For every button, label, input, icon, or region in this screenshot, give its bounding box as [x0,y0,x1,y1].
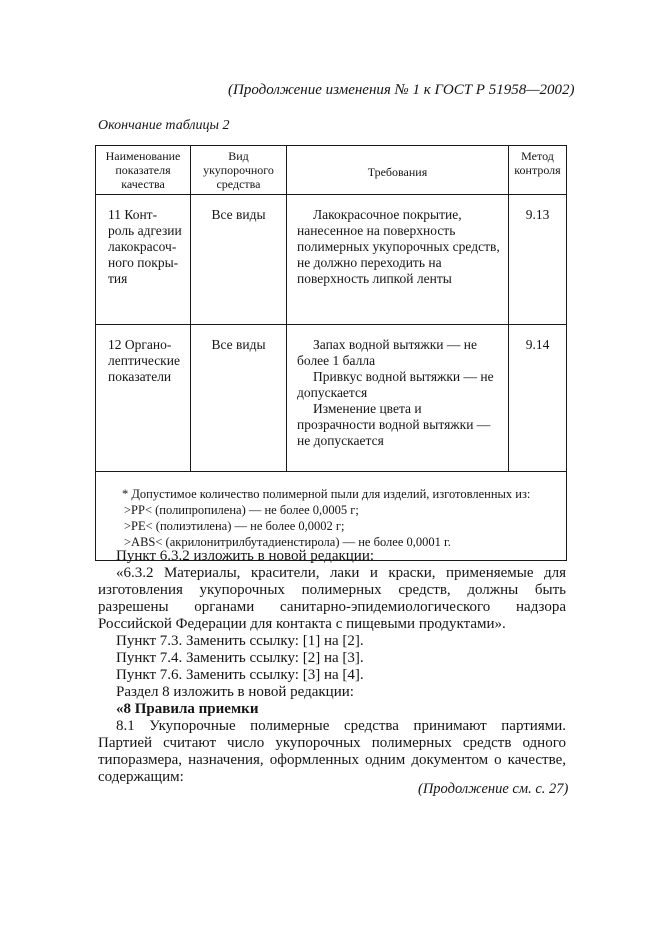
cell-requirement [287,195,509,325]
cell-requirement [287,325,509,472]
header-line: средства [216,177,261,191]
paragraph: Пункт 7.4. Заменить ссылку: [2] на [3]. [116,650,364,666]
header-line: Требования [367,164,428,179]
cell-line: тия [108,271,128,286]
cell-closure-kind: Все виды [191,195,287,325]
cell-indicator-name [96,195,191,325]
cell-method: 9.14 [509,325,567,472]
requirement-text: Запах водной вытяжки — не более 1 балла [297,337,477,368]
requirement-text: Привкус водной вытяжки — не допускается [297,369,494,400]
requirement-text: Изменение цвета и прозрачности водной вытяжки — не допускается [297,401,491,448]
header-quality-indicator [96,146,191,195]
table-header-row [96,146,567,195]
paragraph: 8.1 Укупорочные полимерные средства принимают партиями. Партией считают число укупорочных полимерных средств одного типоразмера, назначения, оформленных одним документом о качестве, содержащим: [98,718,566,785]
paragraph: Раздел 8 изложить в новой редакции: [116,684,354,700]
paragraph: «6.3.2 Материалы, красители, лаки и краски, применяемые для изготовления укупорочных полимерных средств, должны быть разрешены органами санитарно-эпидемиологического надзора Российской Федерации для контакта с пищевыми продуктами». [98,565,566,632]
cell-line: лептические [108,353,180,368]
body-text [98,548,566,786]
cell-method: 9.13 [509,195,567,325]
footnote-item: >PP< (полипропилена) — не более 0,0005 г; [124,503,359,517]
cell-indicator-name [96,325,191,472]
paragraph: Пункт 7.3. Заменить ссылку: [1] на [2]. [116,633,364,649]
header-control-method [509,146,567,195]
page-continuation-note: (Продолжение см. с. 27) [418,781,569,797]
cell-line: лакокрасоч- [108,239,177,254]
table-row [96,325,567,472]
table-row [96,195,567,325]
footnote-item: >PE< (полиэтилена) — не более 0,0002 г; [124,519,345,533]
cell-line: показатели [108,369,172,384]
header-line: показателя [115,163,171,177]
table-caption: Окончание таблицы 2 [98,118,230,133]
header-line: контроля [514,163,561,177]
paragraph: Пункт 6.3.2 изложить в новой редакции: [116,548,375,564]
requirements-table [95,145,567,561]
page-running-header: (Продолжение изменения № 1 к ГОСТ Р 51958—2002) [228,82,575,98]
cell-closure-kind: Все виды [191,325,287,472]
cell-line: роль адгезии [108,223,182,238]
header-requirements [287,146,509,195]
cell-line: 12 Органо- [108,337,172,352]
header-line: Метод [521,149,554,163]
cell-line: ного покры- [108,255,179,270]
header-closure-type [191,146,287,195]
header-line: укупорочного [203,163,274,177]
section-heading: «8 Правила приемки [116,701,259,717]
requirement-text: Лакокрасочное покрытие, нанесенное на поверхность полимерных укупорочных средств, не должно переходить на поверхность липкой ленты [297,207,500,286]
header-line: Вид [228,149,249,163]
header-line: Наименование [105,149,181,163]
footnote-intro: * Допустимое количество полимерной пыли для изделий, изготовленных из: [122,487,531,501]
paragraph: Пункт 7.6. Заменить ссылку: [3] на [4]. [116,667,364,683]
header-line: качества [121,177,165,191]
footnote-item: >ABS< (акрилонитрилбутадиенстирола) — не более 0,0001 г. [124,535,451,549]
cell-line: 11 Конт- [108,207,158,222]
